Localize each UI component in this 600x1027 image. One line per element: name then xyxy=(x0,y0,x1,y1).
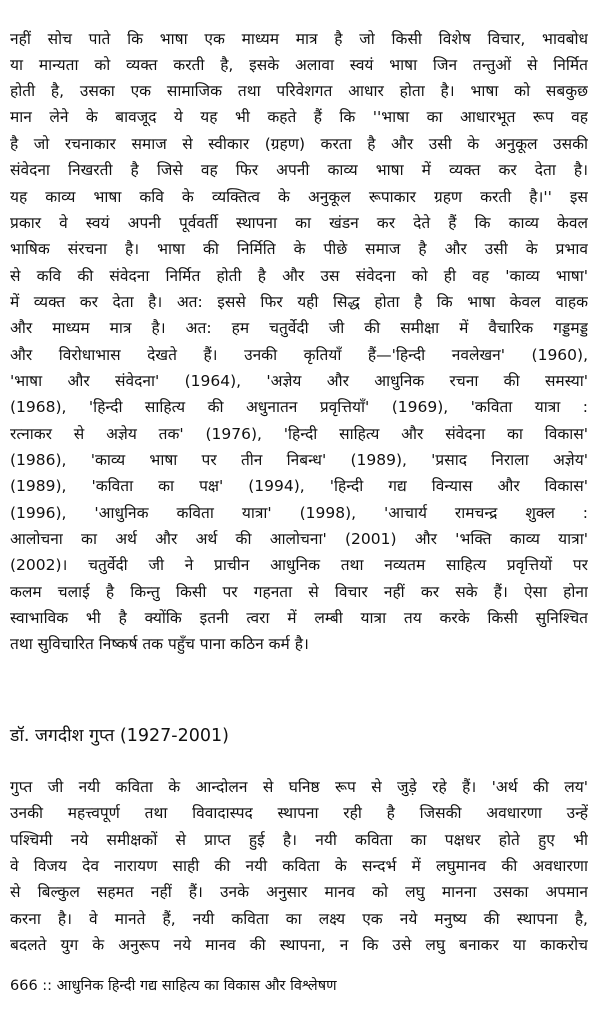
paragraph-1-line: संवेदना निखरती है जिसे वह फिर अपनी काव्य भाषा में व्यक्त कर देता है। xyxy=(10,161,588,179)
page-footer: 666 :: आधुनिक हिन्दी गद्य साहित्य का विकास और विश्लेषण xyxy=(10,978,337,994)
paragraph-1-line: तथा सुविचारित निष्कर्ष तक पहुँच पाना कठिन कर्म है। xyxy=(10,635,309,653)
paragraph-1-line: रत्नाकर से अज्ञेय तक' (1976), 'हिन्दी साहित्य और संवेदना का विकास' xyxy=(10,425,588,443)
paragraph-1-line: (1989), 'कविता का पक्ष' (1994), 'हिन्दी गद्य विन्यास और विकास' xyxy=(10,477,588,495)
paragraph-1-line: में व्यक्त कर देता है। अत: इससे फिर यही सिद्ध होता है कि भाषा केवल वाहक xyxy=(10,293,588,311)
paragraph-1-line: और विरोधाभास देखते हैं। उनकी कृतियाँ हैं—'हिन्दी नवलेखन' (1960), xyxy=(10,346,588,364)
paragraph-1-line: होती है, उसका एक सामाजिक तथा परिवेशगत आधार होता है। भाषा को सबकुछ xyxy=(10,82,588,100)
paragraph-1-line: 'भाषा और संवेदना' (1964), 'अज्ञेय और आधुनिक रचना की समस्या' xyxy=(10,372,588,390)
paragraph-2-line: पश्चिमी नये समीक्षकों से प्राप्त हुई है। नयी कविता का पक्षधर होते हुए भी xyxy=(10,831,588,849)
paragraph-1-line: भाषिक संरचना है। भाषा की निर्मिति के पीछे समाज है और उसी के प्रभाव xyxy=(10,240,588,258)
paragraph-2-line: गुप्त जी नयी कविता के आन्दोलन से घनिष्ठ रूप से जुड़े रहे हैं। 'अर्थ की लय' xyxy=(10,778,588,796)
paragraph-1-line: कलम चलाई है किन्तु किसी पर गहनता से विचार नहीं कर सके हैं। ऐसा होना xyxy=(10,583,588,601)
paragraph-1-line: (2002)। चतुर्वेदी जी ने प्राचीन आधुनिक तथा नव्यतम साहित्य प्रवृत्तियों पर xyxy=(10,556,588,574)
paragraph-2-line: बदलते युग के अनुरूप नये मानव की स्थापना, न कि उसे लघु बनाकर या काकरोच xyxy=(10,936,588,954)
paragraph-1-line: प्रकार वे स्वयं अपनी पूर्ववर्ती स्थापना का खंडन कर देते हैं कि काव्य केवल xyxy=(10,214,588,232)
paragraph-2-line: उनकी महत्त्वपूर्ण तथा विवादास्पद स्थापना रही है जिसकी अवधारणा उन्हें xyxy=(10,804,588,822)
paragraph-1-line: आलोचना का अर्थ और अर्थ की आलोचना' (2001) और 'भक्ति काव्य यात्रा' xyxy=(10,530,588,548)
paragraph-1-line: स्वाभाविक भी है क्योंकि इतनी त्वरा में लम्बी यात्रा तय करके किसी सुनिश्चित xyxy=(10,609,588,627)
paragraph-2-line: से बिल्कुल सहमत नहीं हैं। उनके अनुसार मानव को लघु मानना उसका अपमान xyxy=(10,883,588,901)
paragraph-1-line: या मान्यता को व्यक्त करती है, इसके अलावा स्वयं भाषा जिन तन्तुओं से निर्मित xyxy=(10,56,588,74)
paragraph-1-line: (1968), 'हिन्दी साहित्य की अधुनातन प्रवृत्तियाँ' (1969), 'कविता यात्रा : xyxy=(10,398,588,416)
paragraph-2-line: करना है। वे मानते हैं, नयी कविता का लक्ष्य एक नये मनुष्य की स्थापना है, xyxy=(10,910,588,928)
paragraph-1-line: (1996), 'आधुनिक कविता यात्रा' (1998), 'आचार्य रामचन्द्र शुक्ल : xyxy=(10,504,588,522)
paragraph-1-line: से कवि की संवेदना निर्मित होती है और उस संवेदना को ही वह 'काव्य भाषा' xyxy=(10,267,588,285)
paragraph-1-line: और माध्यम मात्र है। अत: हम चतुर्वेदी जी की समीक्षा में वैचारिक गड्डमड्ड xyxy=(10,319,588,337)
paragraph-2-line: वे विजय देव नारायण साही की नयी कविता के सन्दर्भ में लघुमानव की अवधारणा xyxy=(10,857,588,875)
paragraph-1-line: मान लेने के बावजूद ये यह भी कहते हैं कि ''भाषा का आधारभूत रूप वह xyxy=(10,108,588,126)
paragraph-1-line: है जो रचनाकार समाज से स्वीकार (ग्रहण) करता है और उसी के अनुकूल उसकी xyxy=(10,135,588,153)
paragraph-1-line: (1986), 'काव्य भाषा पर तीन निबन्ध' (1989), 'प्रसाद निराला अज्ञेय' xyxy=(10,451,588,469)
paragraph-1-line: यह काव्य भाषा कवि के व्यक्तित्व के अनुकूल रूपाकार ग्रहण करती है।'' इस xyxy=(10,188,588,206)
paragraph-1-line: नहीं सोच पाते कि भाषा एक माध्यम मात्र है जो किसी विशेष विचार, भावबोध xyxy=(10,30,588,48)
section-heading: डॉ. जगदीश गुप्त (1927-2001) xyxy=(10,726,229,746)
